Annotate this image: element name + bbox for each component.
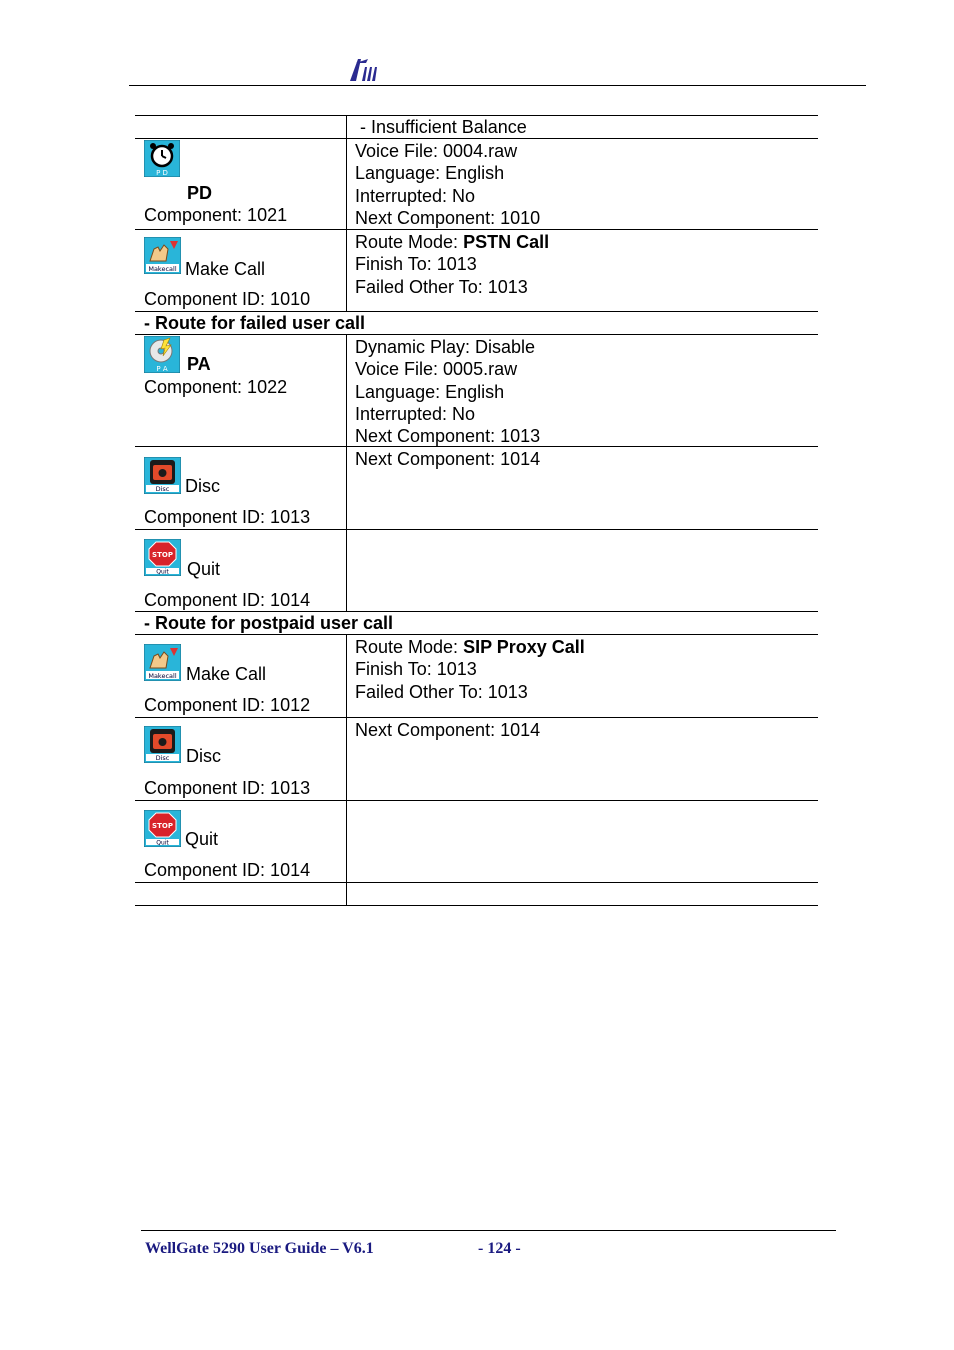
svg-text:STOP: STOP <box>152 822 173 830</box>
detail-list <box>355 336 540 447</box>
component-id: Component ID: 1014 <box>144 860 311 880</box>
detail-list <box>355 719 540 741</box>
detail-line: Failed Other To: 1013 <box>355 276 528 297</box>
cd-disc-icon <box>144 336 180 373</box>
left-cell <box>135 230 347 311</box>
stop-sign-icon <box>144 810 181 847</box>
left-cell <box>135 801 347 882</box>
svg-text:Makecall: Makecall <box>148 672 177 680</box>
left-cell <box>135 718 347 800</box>
detail-list <box>355 231 549 298</box>
component-name: Make Call <box>185 259 266 279</box>
detail-line: Interrupted: No <box>355 185 476 206</box>
stop-sign-icon <box>144 539 181 576</box>
detail-list <box>355 448 540 470</box>
detail-list <box>355 140 540 229</box>
make-call-icon <box>144 644 181 681</box>
table-row <box>135 115 818 139</box>
svg-text:Disc: Disc <box>155 754 170 762</box>
section-label: - Route for failed user call <box>144 313 366 333</box>
left-cell <box>135 139 347 229</box>
component-id: Component: 1022 <box>144 377 288 397</box>
component-id: Component ID: 1012 <box>144 695 311 715</box>
svg-text:Disc: Disc <box>155 485 170 493</box>
left-cell <box>135 635 347 717</box>
table-row <box>135 447 818 530</box>
detail-list <box>355 636 585 703</box>
detail-line: Next Component: 1010 <box>355 207 541 228</box>
left-cell <box>135 447 347 529</box>
table-row <box>135 801 818 883</box>
disconnect-phone-icon <box>144 457 181 494</box>
svg-text:P A: P A <box>156 365 168 373</box>
table-row <box>135 139 818 230</box>
detail-line: Finish To: 1013 <box>355 659 477 680</box>
detail-line: Voice File: 0004.raw <box>355 141 518 161</box>
route-mode-value: SIP Proxy Call <box>463 637 585 657</box>
make-call-icon <box>144 237 181 274</box>
component-id: Component: 1021 <box>144 205 288 225</box>
left-cell <box>135 530 347 611</box>
component-id: Component ID: 1013 <box>144 778 311 798</box>
table-row <box>135 230 818 312</box>
component-name: PA <box>187 354 211 374</box>
component-id: Component ID: 1014 <box>144 590 311 610</box>
section-label: - Route for postpaid user call <box>144 613 394 633</box>
section-row <box>135 312 818 335</box>
detail-line: Voice File: 0005.raw <box>355 359 518 380</box>
route-mode-line <box>355 636 585 658</box>
detail-line: Language: English <box>355 381 505 402</box>
table-row <box>135 635 818 718</box>
component-name: Disc <box>185 476 220 496</box>
left-cell <box>135 335 347 446</box>
page-number: - 124 - <box>478 1240 521 1257</box>
section-row <box>135 612 818 635</box>
svg-text:Quit: Quit <box>156 839 169 847</box>
detail-line: Next Component: 1013 <box>355 426 541 447</box>
company-logo-icon <box>348 55 380 83</box>
detail-line: Language: English <box>355 163 505 184</box>
svg-text:P D: P D <box>156 169 168 177</box>
detail-line: Failed Other To: 1013 <box>355 681 528 702</box>
disconnect-phone-icon <box>144 726 181 763</box>
svg-text:Makecall: Makecall <box>148 265 177 273</box>
detail-line: Next Component: 1014 <box>355 720 541 740</box>
svg-text:STOP: STOP <box>152 551 173 559</box>
detail-line: Finish To: 1013 <box>355 254 477 275</box>
route-mode-label: Route Mode: <box>355 232 464 252</box>
header-rule <box>129 85 866 86</box>
component-name: Disc <box>186 746 221 766</box>
detail-line: - Insufficient Balance <box>360 117 527 137</box>
detail-line: Next Component: 1014 <box>355 449 541 469</box>
left-cell <box>135 116 347 138</box>
table-row <box>135 530 818 612</box>
left-cell <box>135 883 347 905</box>
svg-text:Quit: Quit <box>156 568 169 576</box>
route-mode-line <box>355 231 549 253</box>
component-name: Quit <box>185 829 219 849</box>
detail-line: Interrupted: No <box>355 403 476 424</box>
ivr-component-table <box>135 115 818 906</box>
component-name: Quit <box>187 559 221 579</box>
footer-rule <box>141 1230 836 1231</box>
route-mode-value: PSTN Call <box>463 232 550 252</box>
component-name: Make Call <box>186 664 267 684</box>
component-id: Component ID: 1010 <box>144 289 311 309</box>
component-id: Component ID: 1013 <box>144 507 311 527</box>
footer-title: WellGate 5290 User Guide – V6.1 <box>145 1240 374 1257</box>
component-name: PD <box>187 183 213 203</box>
table-row <box>135 335 818 447</box>
route-mode-label: Route Mode: <box>355 637 464 657</box>
alarm-clock-icon <box>144 140 180 177</box>
detail-line: Dynamic Play: Disable <box>355 337 536 357</box>
table-row <box>135 883 818 906</box>
table-row <box>135 718 818 801</box>
